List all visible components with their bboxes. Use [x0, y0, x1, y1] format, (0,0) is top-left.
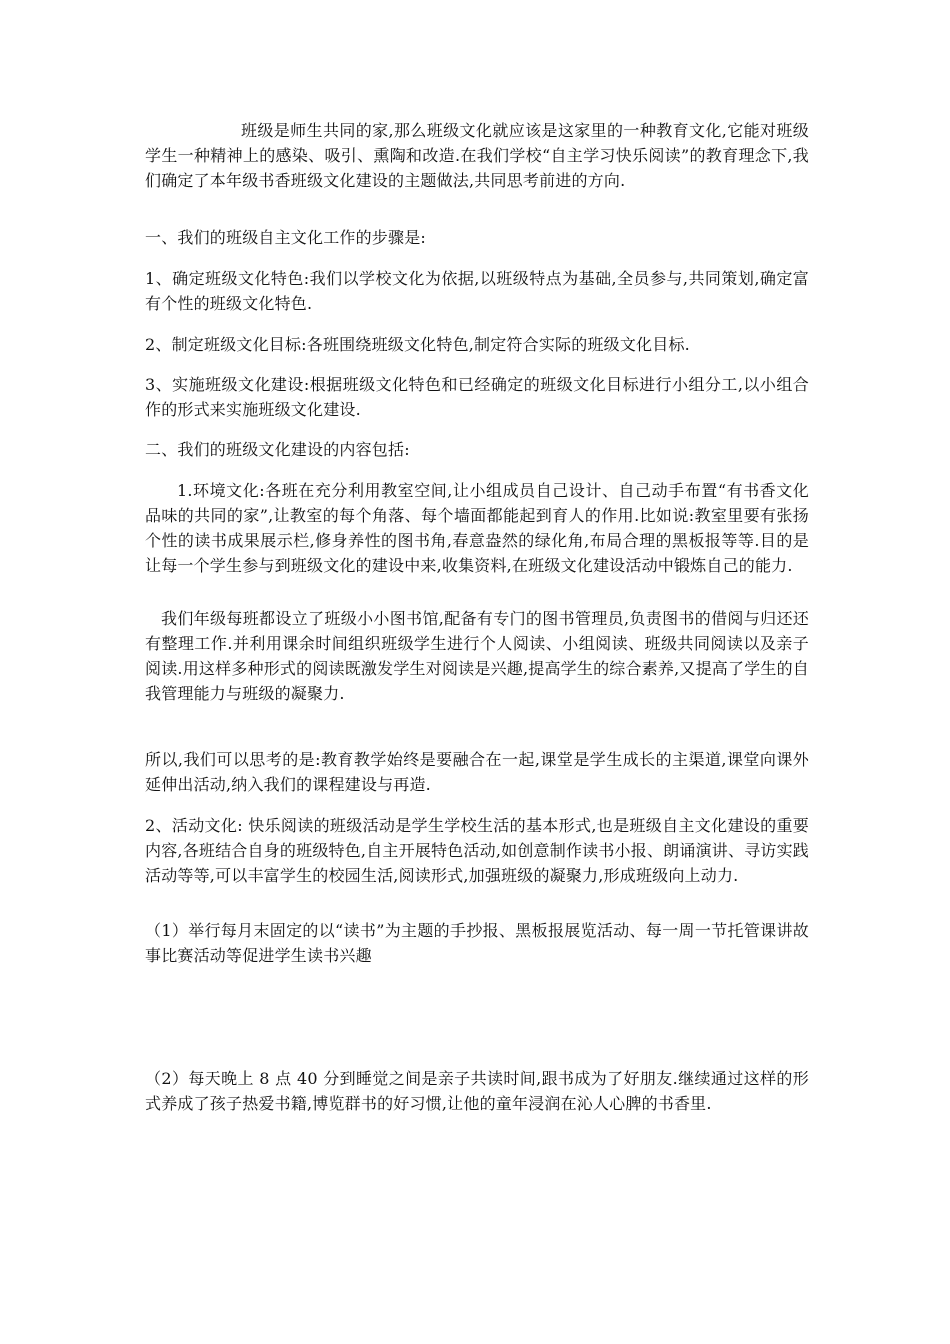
environment-culture-paragraph: 1.环境文化:各班在充分利用教室空间,让小组成员自己设计、自己动手布置“有书香文化品味的共同的家”,让教室的每个角落、每个墙面都能起到育人的作用.比如说:教室里要有张扬个性的读书成果展示栏,修身养性的图书角,春意盎然的绿化角,布局合理的黑板报等等.目的是让每一个学生参与到班级文化的建设中来,收集资料,在班级文化建设活动中锻炼自己的能力.	[145, 481, 809, 575]
conclusion-paragraph: 所以,我们可以思考的是:教育教学始终是要融合在一起,课堂是学生成长的主渠道,课堂向课外延伸出活动,纳入我们的课程建设与再造.	[145, 750, 809, 794]
activity-item-1: （1）举行每月末固定的以“读书”为主题的手抄报、黑板报展览活动、每一周一节托管课讲故事比赛活动等促进学生读书兴趣	[145, 921, 809, 965]
activity-culture-paragraph: 2、活动文化: 快乐阅读的班级活动是学生学校生活的基本形式,也是班级自主文化建设的重要内容,各班结合自身的班级特色,自主开展特色活动,如创意制作读书小报、朗诵演讲、寻访实践活动等等,可以丰富学生的校园生活,阅读形式,加强班级的凝聚力,形成班级向上动力.	[145, 816, 809, 885]
step-1-paragraph: 1、确定班级文化特色:我们以学校文化为依据,以班级特点为基础,全员参与,共同策划,确定富有个性的班级文化特色.	[145, 269, 809, 313]
library-paragraph: 我们年级每班都设立了班级小小图书馆,配备有专门的图书管理员,负责图书的借阅与归还还有整理工作.并利用课余时间组织班级学生进行个人阅读、小组阅读、班级共同阅读以及亲子阅读.用这样多种形式的阅读既激发学生对阅读是兴趣,提高学生的综合素养,又提高了学生的自我管理能力与班级的凝聚力.	[145, 609, 809, 703]
activity-item-2: （2）每天晚上 8 点 40 分到睡觉之间是亲子共读时间,跟书成为了好朋友.继续通过这样的形式养成了孩子热爱书籍,博览群书的好习惯,让他的童年浸润在沁人心脾的书香里.	[145, 1069, 809, 1113]
section-heading-steps: 一、我们的班级自主文化工作的步骤是:	[145, 228, 426, 247]
section-heading-content: 二、我们的班级文化建设的内容包括:	[145, 440, 410, 459]
step-3-paragraph: 3、实施班级文化建设:根据班级文化特色和已经确定的班级文化目标进行小组分工,以小组合作的形式来实施班级文化建设.	[145, 375, 809, 419]
step-2-paragraph: 2、制定班级文化目标:各班围绕班级文化特色,制定符合实际的班级文化目标.	[145, 335, 690, 354]
intro-paragraph: 班级是师生共同的家,那么班级文化就应该是这家里的一种教育文化,它能对班级学生一种精神上的感染、吸引、熏陶和改造.在我们学校“自主学习快乐阅读”的教育理念下,我们确定了本年级书香班级文化建设的主题做法,共同思考前进的方向.	[145, 121, 809, 190]
